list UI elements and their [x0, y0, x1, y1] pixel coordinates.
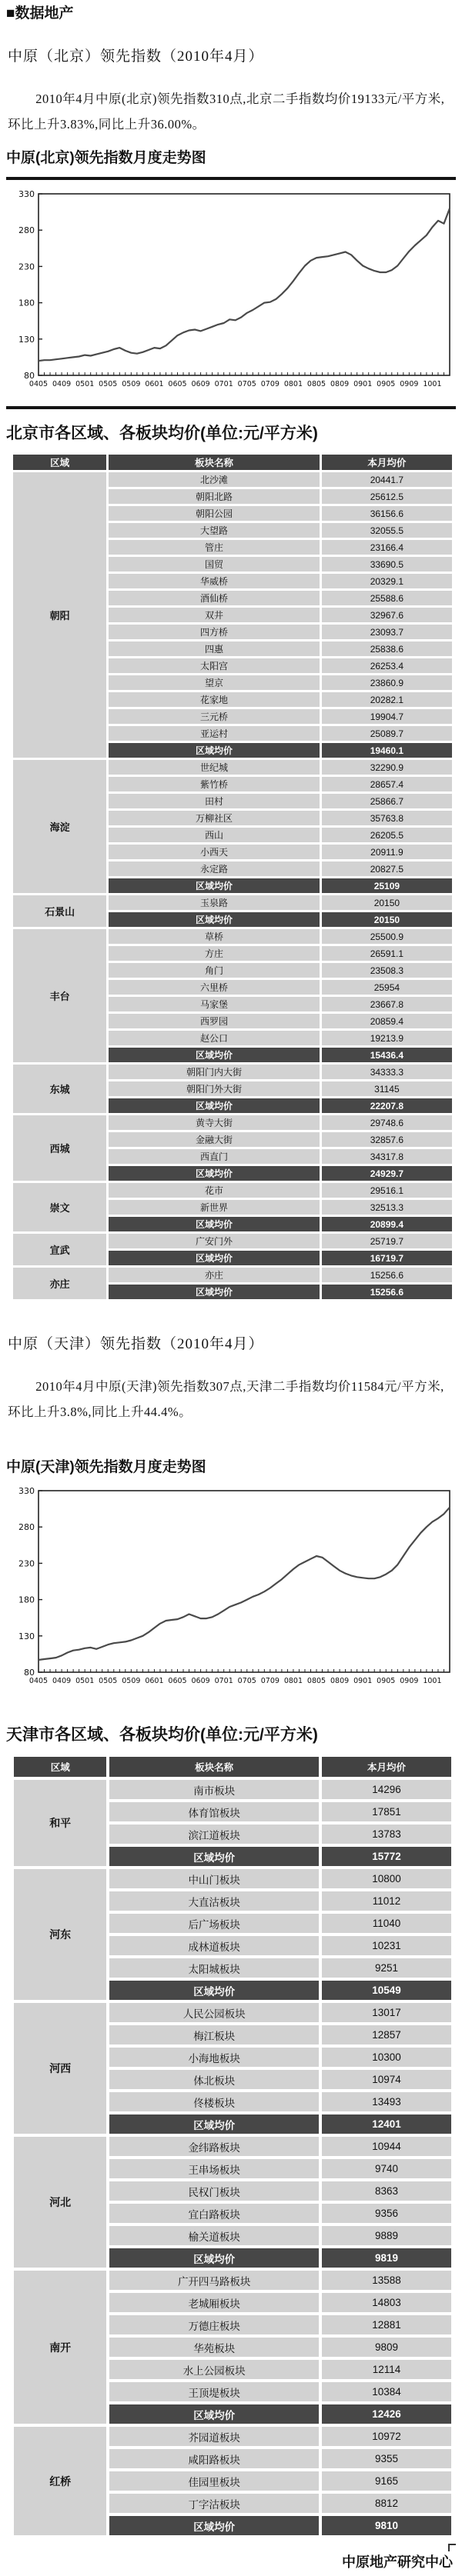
plate-price-cell: 14803 [322, 2293, 451, 2312]
svg-text:0709: 0709 [260, 380, 280, 388]
plate-name-cell: 华苑板块 [109, 2338, 319, 2357]
beijing-chart-heading: 中原(北京)领先指数月度走势图 [6, 150, 206, 166]
plate-price-cell: 20911.9 [322, 845, 452, 859]
district-cell: 亦庄 [13, 1268, 106, 1299]
plate-name-cell: 角门 [109, 963, 320, 978]
column-header: 板块名称 [109, 455, 320, 470]
region-average-label-cell: 区域均价 [109, 743, 320, 758]
beijing-line-chart [6, 186, 456, 397]
district-cell: 河东 [14, 1869, 106, 2000]
plate-name-cell: 广安门外 [109, 1234, 320, 1248]
svg-text:330: 330 [18, 1486, 35, 1496]
svg-text:0701: 0701 [214, 380, 233, 388]
plate-price-cell: 20859.4 [322, 1014, 452, 1028]
region-average-label-cell: 区域均价 [109, 1217, 320, 1231]
svg-text:80: 80 [24, 1668, 35, 1678]
plate-name-cell: 太阳宫 [109, 658, 320, 673]
plate-price-cell: 26205.5 [322, 828, 452, 842]
plate-name-cell: 小西天 [109, 845, 320, 859]
plate-name-cell: 四惠 [109, 642, 320, 656]
footer-credit: 中原地产研究中心 [342, 2554, 453, 2570]
region-average-value-cell: 16719.7 [322, 1251, 452, 1265]
plate-name-cell: 北沙滩 [109, 472, 320, 487]
column-header: 本月均价 [322, 1757, 451, 1777]
plate-name-cell: 花家地 [109, 692, 320, 707]
plate-row [14, 2271, 451, 2290]
svg-text:0905: 0905 [377, 1677, 396, 1685]
plate-price-cell: 9165 [322, 2471, 451, 2491]
plate-name-cell: 双井 [109, 608, 320, 622]
plate-name-cell: 金融大街 [109, 1132, 320, 1147]
plate-price-cell: 13017 [322, 2003, 451, 2022]
plate-price-cell: 10800 [322, 1869, 451, 1888]
district-cell: 丰台 [13, 929, 106, 1062]
plate-name-cell: 佟楼板块 [109, 2092, 319, 2111]
svg-text:0601: 0601 [145, 1677, 164, 1685]
plate-price-cell: 9740 [322, 2159, 451, 2178]
plate-name-cell: 民权门板块 [109, 2181, 319, 2201]
svg-text:0605: 0605 [168, 1677, 187, 1685]
plate-price-cell: 36156.6 [322, 506, 452, 521]
region-average-label-cell: 区域均价 [109, 1048, 320, 1062]
tianjin-chart-heading: 中原(天津)领先指数月度走势图 [6, 1459, 206, 1475]
svg-text:0601: 0601 [145, 380, 164, 388]
plate-price-cell: 9251 [322, 1958, 451, 1978]
svg-text:0909: 0909 [400, 380, 419, 388]
plate-name-cell: 咸阳路板块 [109, 2449, 319, 2468]
plate-name-cell: 滨江道板块 [109, 1825, 319, 1844]
plate-name-cell: 中山门板块 [109, 1869, 319, 1888]
plate-name-cell: 西罗园 [109, 1014, 320, 1028]
svg-text:0405: 0405 [28, 380, 49, 388]
svg-text:0809: 0809 [330, 380, 350, 388]
svg-text:0805: 0805 [306, 1677, 326, 1685]
plate-name-cell: 王串场板块 [109, 2159, 319, 2178]
plate-name-cell: 后广场板块 [109, 1914, 319, 1933]
column-header: 区域 [13, 455, 106, 470]
plate-name-cell: 方庄 [109, 946, 320, 961]
plate-name-cell: 紫竹桥 [109, 777, 320, 791]
region-average-value-cell: 10549 [322, 1981, 451, 2000]
plate-price-cell: 19904.7 [322, 709, 452, 724]
plate-price-cell: 34333.3 [322, 1065, 452, 1079]
plate-name-cell: 朝阳北路 [109, 489, 320, 504]
plate-name-cell: 广开四马路板块 [109, 2271, 319, 2290]
plate-name-cell: 佳园里板块 [109, 2471, 319, 2491]
plate-name-cell: 赵公口 [109, 1031, 320, 1045]
plate-name-cell: 梅江板块 [109, 2025, 319, 2044]
beijing-summary-paragraph: 2010年4月中原(北京)领先指数310点,北京二手指数均价19133元/平方米,环比上升3.83%,同比上升36.00%。 [8, 92, 445, 132]
district-cell: 西城 [13, 1115, 106, 1181]
region-average-value-cell: 20150 [322, 912, 452, 927]
plate-price-cell: 17851 [322, 1802, 451, 1821]
plate-price-cell: 25866.7 [322, 794, 452, 808]
plate-price-cell: 29516.1 [322, 1183, 452, 1198]
plate-name-cell: 水上公园板块 [109, 2360, 319, 2379]
svg-text:130: 130 [18, 1631, 35, 1641]
x-axis-labels [29, 1677, 442, 1685]
plate-name-cell: 玉泉路 [109, 895, 320, 910]
beijing-table-title: 北京市各区域、各板块均价(单位:元/平方米) [6, 425, 318, 442]
table-header-row [14, 1757, 451, 1777]
region-average-value-cell: 9810 [322, 2516, 451, 2535]
plate-price-cell: 31145 [322, 1081, 452, 1096]
plate-name-cell: 亦庄 [109, 1268, 320, 1282]
plate-price-cell: 32513.3 [322, 1200, 452, 1215]
plate-price-cell: 10972 [322, 2427, 451, 2446]
plate-price-cell: 28657.4 [322, 777, 452, 791]
plate-price-cell: 15256.6 [322, 1268, 452, 1282]
plate-name-cell: 大直沽板块 [109, 1891, 319, 1911]
line-chart-svg [6, 1483, 456, 1694]
tianjin-summary-paragraph: 2010年4月中原(天津)领先指数307点,天津二手指数均价11584元/平方米,环比上升3.8%,同比上升44.4%。 [8, 1379, 444, 1419]
plate-price-cell: 20282.1 [322, 692, 452, 707]
plate-price-cell: 8812 [322, 2494, 451, 2513]
svg-text:1001: 1001 [423, 1677, 442, 1685]
plate-name-cell: 体北板块 [109, 2070, 319, 2089]
trend-line [38, 208, 450, 361]
plate-price-cell: 23860.9 [322, 675, 452, 690]
svg-text:80: 80 [24, 371, 35, 381]
plate-price-cell: 20827.5 [322, 861, 452, 876]
svg-text:280: 280 [18, 1522, 35, 1533]
plate-name-cell: 四方桥 [109, 625, 320, 639]
district-cell: 宣武 [13, 1234, 106, 1265]
plate-price-cell: 13493 [322, 2092, 451, 2111]
region-average-label-cell: 区域均价 [109, 2404, 319, 2424]
tianjin-price-table [11, 1754, 454, 2538]
district-cell: 和平 [14, 1780, 106, 1866]
plate-name-cell: 万柳社区 [109, 811, 320, 825]
plate-name-cell: 小海地板块 [109, 2048, 319, 2067]
plate-price-cell: 20150 [322, 895, 452, 910]
svg-text:0901: 0901 [353, 380, 373, 388]
region-average-value-cell: 9819 [322, 2248, 451, 2268]
line-chart-svg [6, 186, 456, 397]
plate-price-cell: 10231 [322, 1936, 451, 1955]
plate-name-cell: 三元桥 [109, 709, 320, 724]
plate-price-cell: 10944 [322, 2137, 451, 2156]
plate-name-cell: 华威桥 [109, 574, 320, 588]
svg-text:0609: 0609 [191, 380, 210, 388]
district-cell: 朝阳 [13, 472, 106, 758]
plate-name-cell: 新世界 [109, 1200, 320, 1215]
plate-price-cell: 26253.4 [322, 658, 452, 673]
plate-row [13, 1234, 452, 1248]
plate-price-cell: 35763.8 [322, 811, 452, 825]
region-average-label-cell: 区域均价 [109, 912, 320, 927]
tianjin-line-chart [6, 1483, 456, 1694]
region-average-label-cell: 区域均价 [109, 1285, 320, 1299]
plate-price-cell: 25838.6 [322, 642, 452, 656]
svg-text:0509: 0509 [122, 1677, 141, 1685]
plate-name-cell: 黄寺大街 [109, 1115, 320, 1130]
svg-text:180: 180 [18, 1595, 35, 1605]
plate-price-cell: 9889 [322, 2226, 451, 2245]
region-average-value-cell: 15256.6 [322, 1285, 452, 1299]
region-average-label-cell: 区域均价 [109, 1981, 319, 2000]
plate-price-cell: 11012 [322, 1891, 451, 1911]
plate-price-cell: 13588 [322, 2271, 451, 2290]
divider-rule-bottom [6, 406, 456, 409]
plate-name-cell: 榆关道板块 [109, 2226, 319, 2245]
plate-name-cell: 大望路 [109, 523, 320, 538]
plate-price-cell: 25500.9 [322, 929, 452, 944]
corner-mark [448, 2544, 456, 2551]
plate-price-cell: 10384 [322, 2382, 451, 2401]
plate-price-cell: 23667.8 [322, 997, 452, 1011]
region-average-value-cell: 24929.7 [322, 1166, 452, 1181]
plate-price-cell: 32290.9 [322, 760, 452, 775]
svg-text:130: 130 [18, 334, 35, 345]
plate-price-cell: 26591.1 [322, 946, 452, 961]
region-average-label-cell: 区域均价 [109, 1847, 319, 1866]
plate-name-cell: 亚运村 [109, 726, 320, 741]
divider-rule-top [6, 177, 456, 180]
svg-text:1001: 1001 [423, 380, 442, 388]
svg-text:330: 330 [18, 189, 35, 199]
plate-price-cell: 25612.5 [322, 489, 452, 504]
plate-price-cell: 13783 [322, 1825, 451, 1844]
district-cell: 崇文 [13, 1183, 106, 1231]
section-tag: ■数据地产 [6, 5, 74, 22]
plate-row [13, 895, 452, 910]
svg-text:0609: 0609 [191, 1677, 210, 1685]
region-average-value-cell: 15436.4 [322, 1048, 452, 1062]
district-cell: 红桥 [14, 2427, 106, 2535]
plate-row [13, 929, 452, 944]
plate-price-cell: 32857.6 [322, 1132, 452, 1147]
plate-price-cell: 10974 [322, 2070, 451, 2089]
district-cell: 河西 [14, 2003, 106, 2134]
plate-name-cell: 芥园道板块 [109, 2427, 319, 2446]
svg-text:230: 230 [18, 262, 35, 272]
svg-text:180: 180 [18, 298, 35, 308]
svg-text:0701: 0701 [214, 1677, 233, 1685]
plate-row [14, 1780, 451, 1799]
plate-price-cell: 9356 [322, 2204, 451, 2223]
plate-name-cell: 管庄 [109, 540, 320, 555]
svg-text:0501: 0501 [75, 380, 95, 388]
plate-price-cell: 11040 [322, 1914, 451, 1933]
plate-price-cell: 32967.6 [322, 608, 452, 622]
plate-name-cell: 丁字沽板块 [109, 2494, 319, 2513]
region-average-label-cell: 区域均价 [109, 2516, 319, 2535]
svg-text:230: 230 [18, 1558, 35, 1569]
plate-name-cell: 西直门 [109, 1149, 320, 1164]
plate-price-cell: 9355 [322, 2449, 451, 2468]
beijing-index-heading: 中原（北京）领先指数（2010年4月） [8, 48, 264, 65]
plate-price-cell: 25089.7 [322, 726, 452, 741]
svg-text:0501: 0501 [75, 1677, 95, 1685]
region-average-label-cell: 区域均价 [109, 1251, 320, 1265]
plate-row [13, 1115, 452, 1130]
plate-name-cell: 花市 [109, 1183, 320, 1198]
region-average-label-cell: 区域均价 [109, 2114, 319, 2134]
plate-price-cell: 23508.3 [322, 963, 452, 978]
svg-text:0509: 0509 [122, 380, 141, 388]
plate-price-cell: 12114 [322, 2360, 451, 2379]
plate-row [13, 1183, 452, 1198]
plate-row [13, 760, 452, 775]
svg-text:0809: 0809 [330, 1677, 350, 1685]
svg-text:0709: 0709 [260, 1677, 280, 1685]
plate-price-cell: 20329.1 [322, 574, 452, 588]
plate-row [14, 1869, 451, 1888]
plate-price-cell: 34317.8 [322, 1149, 452, 1164]
plate-name-cell: 朝阳公园 [109, 506, 320, 521]
plate-name-cell: 体育馆板块 [109, 1802, 319, 1821]
column-header: 本月均价 [322, 455, 452, 470]
region-average-value-cell: 19460.1 [322, 743, 452, 758]
plate-price-cell: 12881 [322, 2315, 451, 2334]
plate-name-cell: 宜白路板块 [109, 2204, 319, 2223]
x-axis-labels [29, 380, 442, 388]
plate-row [14, 2003, 451, 2022]
svg-text:0805: 0805 [306, 380, 326, 388]
district-cell: 海淀 [13, 760, 106, 893]
plate-name-cell: 望京 [109, 675, 320, 690]
plate-price-cell: 23166.4 [322, 540, 452, 555]
plate-name-cell: 人民公园板块 [109, 2003, 319, 2022]
svg-text:0605: 0605 [168, 380, 187, 388]
plate-price-cell: 32055.5 [322, 523, 452, 538]
plate-price-cell: 29748.6 [322, 1115, 452, 1130]
plate-name-cell: 西山 [109, 828, 320, 842]
region-average-value-cell: 15772 [322, 1847, 451, 1866]
plate-price-cell: 12857 [322, 2025, 451, 2044]
plate-price-cell: 8363 [322, 2181, 451, 2201]
svg-text:0409: 0409 [52, 380, 72, 388]
plate-name-cell: 万德庄板块 [109, 2315, 319, 2334]
trend-line [38, 1508, 450, 1660]
plate-name-cell: 太阳城板块 [109, 1958, 319, 1978]
plate-name-cell: 成林道板块 [109, 1936, 319, 1955]
tianjin-index-heading: 中原（天津）领先指数（2010年4月） [8, 1336, 264, 1352]
plate-name-cell: 六里桥 [109, 980, 320, 995]
plate-name-cell: 田村 [109, 794, 320, 808]
plate-name-cell: 马家堡 [109, 997, 320, 1011]
region-average-label-cell: 区域均价 [109, 878, 320, 893]
plate-name-cell: 老城厢板块 [109, 2293, 319, 2312]
district-cell: 石景山 [13, 895, 106, 927]
svg-text:0505: 0505 [99, 380, 118, 388]
district-cell: 河北 [14, 2137, 106, 2268]
svg-text:0905: 0905 [377, 380, 396, 388]
region-average-value-cell: 25109 [322, 878, 452, 893]
plate-row [13, 472, 452, 487]
svg-text:0705: 0705 [237, 380, 256, 388]
plate-price-cell: 9809 [322, 2338, 451, 2357]
region-average-value-cell: 12426 [322, 2404, 451, 2424]
plate-price-cell: 23093.7 [322, 625, 452, 639]
svg-text:0505: 0505 [99, 1677, 118, 1685]
plate-price-cell: 10300 [322, 2048, 451, 2067]
plate-row [14, 2427, 451, 2446]
district-cell: 南开 [14, 2271, 106, 2424]
region-average-value-cell: 12401 [322, 2114, 451, 2134]
plate-name-cell: 朝阳门内大街 [109, 1065, 320, 1079]
region-average-value-cell: 20899.4 [322, 1217, 452, 1231]
region-average-value-cell: 22207.8 [322, 1098, 452, 1113]
table-header-row [13, 455, 452, 470]
column-header: 区域 [14, 1757, 106, 1777]
plate-price-cell: 14296 [322, 1780, 451, 1799]
region-average-label-cell: 区域均价 [109, 1098, 320, 1113]
plate-name-cell: 金纬路板块 [109, 2137, 319, 2156]
region-average-label-cell: 区域均价 [109, 1166, 320, 1181]
district-cell: 东城 [13, 1065, 106, 1113]
footer [6, 2554, 456, 2571]
svg-text:0705: 0705 [237, 1677, 256, 1685]
plate-price-cell: 25719.7 [322, 1234, 452, 1248]
plate-name-cell: 草桥 [109, 929, 320, 944]
column-header: 板块名称 [109, 1757, 319, 1777]
plate-name-cell: 国贸 [109, 557, 320, 572]
beijing-price-table [11, 452, 454, 1301]
svg-text:280: 280 [18, 225, 35, 236]
plate-price-cell: 33690.5 [322, 557, 452, 572]
plate-name-cell: 王顶堤板块 [109, 2382, 319, 2401]
svg-text:0801: 0801 [283, 380, 303, 388]
plate-price-cell: 25954 [322, 980, 452, 995]
plate-row [13, 1268, 452, 1282]
svg-text:0909: 0909 [400, 1677, 419, 1685]
plate-row [14, 2137, 451, 2156]
plate-name-cell: 酒仙桥 [109, 591, 320, 605]
plate-price-cell: 25588.6 [322, 591, 452, 605]
plate-name-cell: 南市板块 [109, 1780, 319, 1799]
svg-text:0801: 0801 [283, 1677, 303, 1685]
plate-name-cell: 永定路 [109, 861, 320, 876]
plate-row [13, 1065, 452, 1079]
svg-text:0405: 0405 [28, 1677, 49, 1685]
region-average-label-cell: 区域均价 [109, 2248, 319, 2268]
svg-text:0409: 0409 [52, 1677, 72, 1685]
tianjin-table-title: 天津市各区域、各板块均价(单位:元/平方米) [6, 1726, 318, 1744]
plate-name-cell: 朝阳门外大街 [109, 1081, 320, 1096]
svg-text:0901: 0901 [353, 1677, 373, 1685]
plate-price-cell: 19213.9 [322, 1031, 452, 1045]
plate-name-cell: 世纪城 [109, 760, 320, 775]
plate-price-cell: 20441.7 [322, 472, 452, 487]
